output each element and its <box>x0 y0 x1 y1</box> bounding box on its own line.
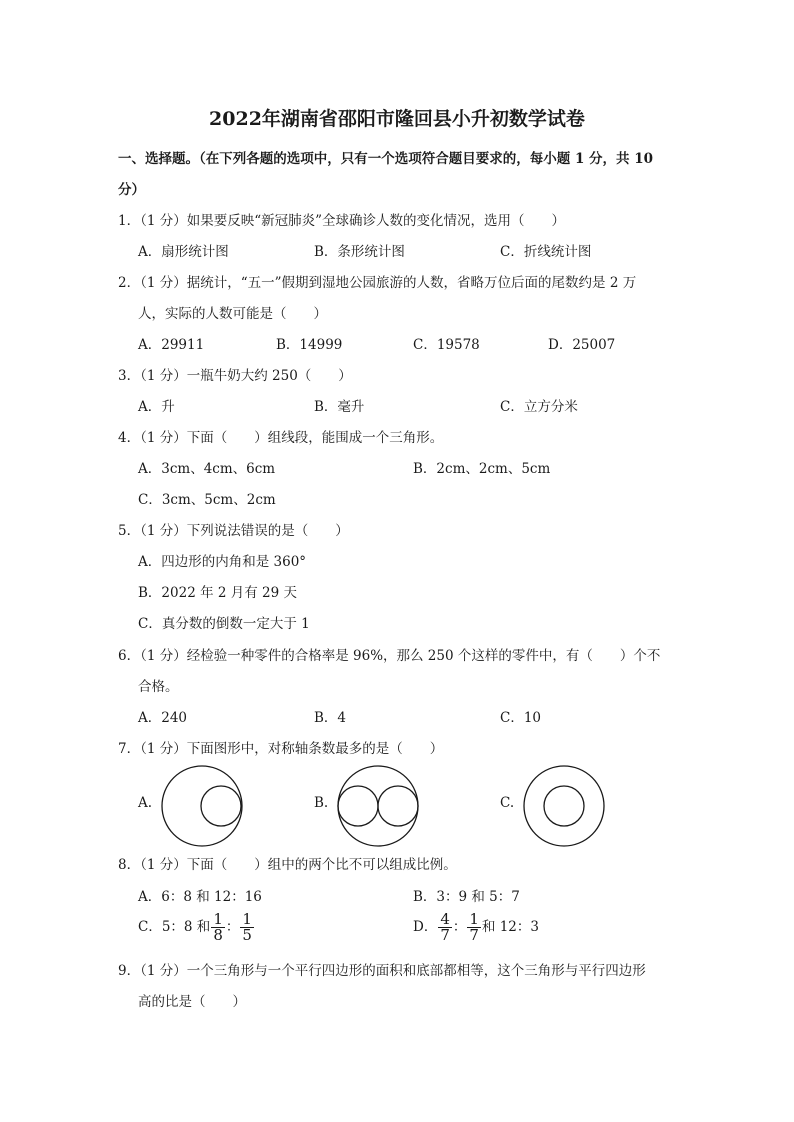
question-number: 3． <box>118 368 141 384</box>
question-number: 5． <box>118 523 141 539</box>
question-text: （1 分）据统计，“五一”假期到湿地公园旅游的人数，省略万位后面的尾数约是 2 万 <box>140 275 637 291</box>
question-2-option-b[interactable]: B．14999 <box>276 337 343 353</box>
circle-figure-c[interactable] <box>522 764 606 848</box>
question-number: 7． <box>118 741 141 757</box>
question-8-option-b[interactable]: B．3：9 和 5：7 <box>413 889 520 905</box>
option-prefix: D． <box>413 919 438 935</box>
page-title: 2022年湖南省邵阳市隆回县小升初数学试卷 <box>209 108 585 130</box>
question-number: 1． <box>118 213 141 229</box>
question-text: （1 分）经检验一种零件的合格率是 96%，那么 250 个这样的零件中，有（ ）个不 <box>140 648 661 664</box>
numerator: 1 <box>242 910 252 928</box>
ratio-separator: ： <box>225 919 240 935</box>
question-text: （1 分）一瓶牛奶大约 250（ ） <box>140 368 352 384</box>
circle-figure-a[interactable] <box>160 764 244 848</box>
question-number: 2． <box>118 275 141 291</box>
question-1-option-c[interactable]: C．折线统计图 <box>500 244 592 260</box>
question-8-option-d[interactable] <box>413 912 539 943</box>
question-number: 6． <box>118 648 141 664</box>
question-6-stem-line1 <box>118 644 660 664</box>
circle-figure-b[interactable] <box>336 764 420 848</box>
question-5-stem <box>118 519 349 539</box>
question-5-option-a[interactable]: A．四边形的内角和是 360° <box>138 554 307 570</box>
question-5-option-c[interactable]: C．真分数的倒数一定大于 1 <box>138 616 310 632</box>
question-2-stem-line1 <box>118 271 636 291</box>
question-3-stem <box>118 364 352 384</box>
question-text: （1 分）一个三角形与一个平行四边形的面积和底部都相等，这个三角形与平行四边形 <box>140 963 646 979</box>
numerator: 4 <box>440 910 450 928</box>
ratio-separator: ： <box>452 919 467 935</box>
question-3-option-a[interactable]: A．升 <box>138 399 175 415</box>
question-2-stem-line2: 人，实际的人数可能是（ ） <box>138 306 327 322</box>
section-heading-line2: 分） <box>118 182 145 198</box>
question-8-option-c[interactable] <box>138 912 255 943</box>
question-6-option-c[interactable]: C．10 <box>500 710 542 726</box>
question-7-option-c-label[interactable]: C. <box>500 795 515 811</box>
question-2-option-a[interactable]: A．29911 <box>138 337 205 353</box>
question-2-option-d[interactable]: D．25007 <box>548 337 616 353</box>
denominator: 7 <box>469 926 479 944</box>
question-3-option-c[interactable]: C．立方分米 <box>500 399 578 415</box>
question-4-option-c[interactable]: C．3cm、5cm、2cm <box>138 492 276 508</box>
denominator: 7 <box>440 926 450 944</box>
question-7-stem <box>118 737 443 757</box>
question-text: （1 分）下面（ ）组线段，能围成一个三角形。 <box>140 430 444 446</box>
question-6-option-a[interactable]: A．240 <box>138 710 188 726</box>
question-4-option-a[interactable]: A．3cm、4cm、6cm <box>138 461 276 477</box>
question-number: 4． <box>118 430 141 446</box>
question-1-option-a[interactable]: A．扇形统计图 <box>138 244 229 260</box>
question-7-option-b-label[interactable]: B. <box>314 795 329 811</box>
option-prefix: C．5：8 和 <box>138 919 211 935</box>
question-2-option-c[interactable]: C．19578 <box>413 337 480 353</box>
denominator: 5 <box>242 926 252 944</box>
question-text: （1 分）如果要反映“新冠肺炎”全球确诊人数的变化情况，选用（ ） <box>140 213 566 229</box>
question-6-stem-line2: 合格。 <box>138 679 179 695</box>
numerator: 1 <box>469 910 479 928</box>
fraction <box>240 912 254 943</box>
question-9-stem-line1 <box>118 959 646 979</box>
option-suffix: 和 12：3 <box>481 919 539 935</box>
fraction <box>211 912 225 943</box>
fraction <box>438 912 452 943</box>
question-text: （1 分）下面图形中，对称轴条数最多的是（ ） <box>140 741 444 757</box>
question-4-option-b[interactable]: B．2cm、2cm、5cm <box>413 461 551 477</box>
question-8-stem <box>118 853 457 873</box>
question-1-stem <box>118 209 565 229</box>
section-heading-line1: 一、选择题。（在下列各题的选项中，只有一个选项符合题目要求的，每小题 1 分，共 10 <box>118 151 654 167</box>
question-text: （1 分）下列说法错误的是（ ） <box>140 523 349 539</box>
question-6-option-b[interactable]: B．4 <box>314 710 347 726</box>
denominator: 8 <box>213 926 223 944</box>
question-number: 8． <box>118 857 141 873</box>
question-text: （1 分）下面（ ）组中的两个比不可以组成比例。 <box>140 857 457 873</box>
fraction <box>467 912 481 943</box>
numerator: 1 <box>213 910 223 928</box>
question-7-option-a-label[interactable]: A. <box>138 795 153 811</box>
question-number: 9． <box>118 963 141 979</box>
question-5-option-b[interactable]: B．2022 年 2 月有 29 天 <box>138 585 298 601</box>
question-4-stem <box>118 426 443 446</box>
question-3-option-b[interactable]: B．毫升 <box>314 399 365 415</box>
question-8-option-a[interactable]: A．6：8 和 12：16 <box>138 889 262 905</box>
question-9-stem-line2: 高的比是（ ） <box>138 994 246 1010</box>
question-1-option-b[interactable]: B．条形统计图 <box>314 244 405 260</box>
